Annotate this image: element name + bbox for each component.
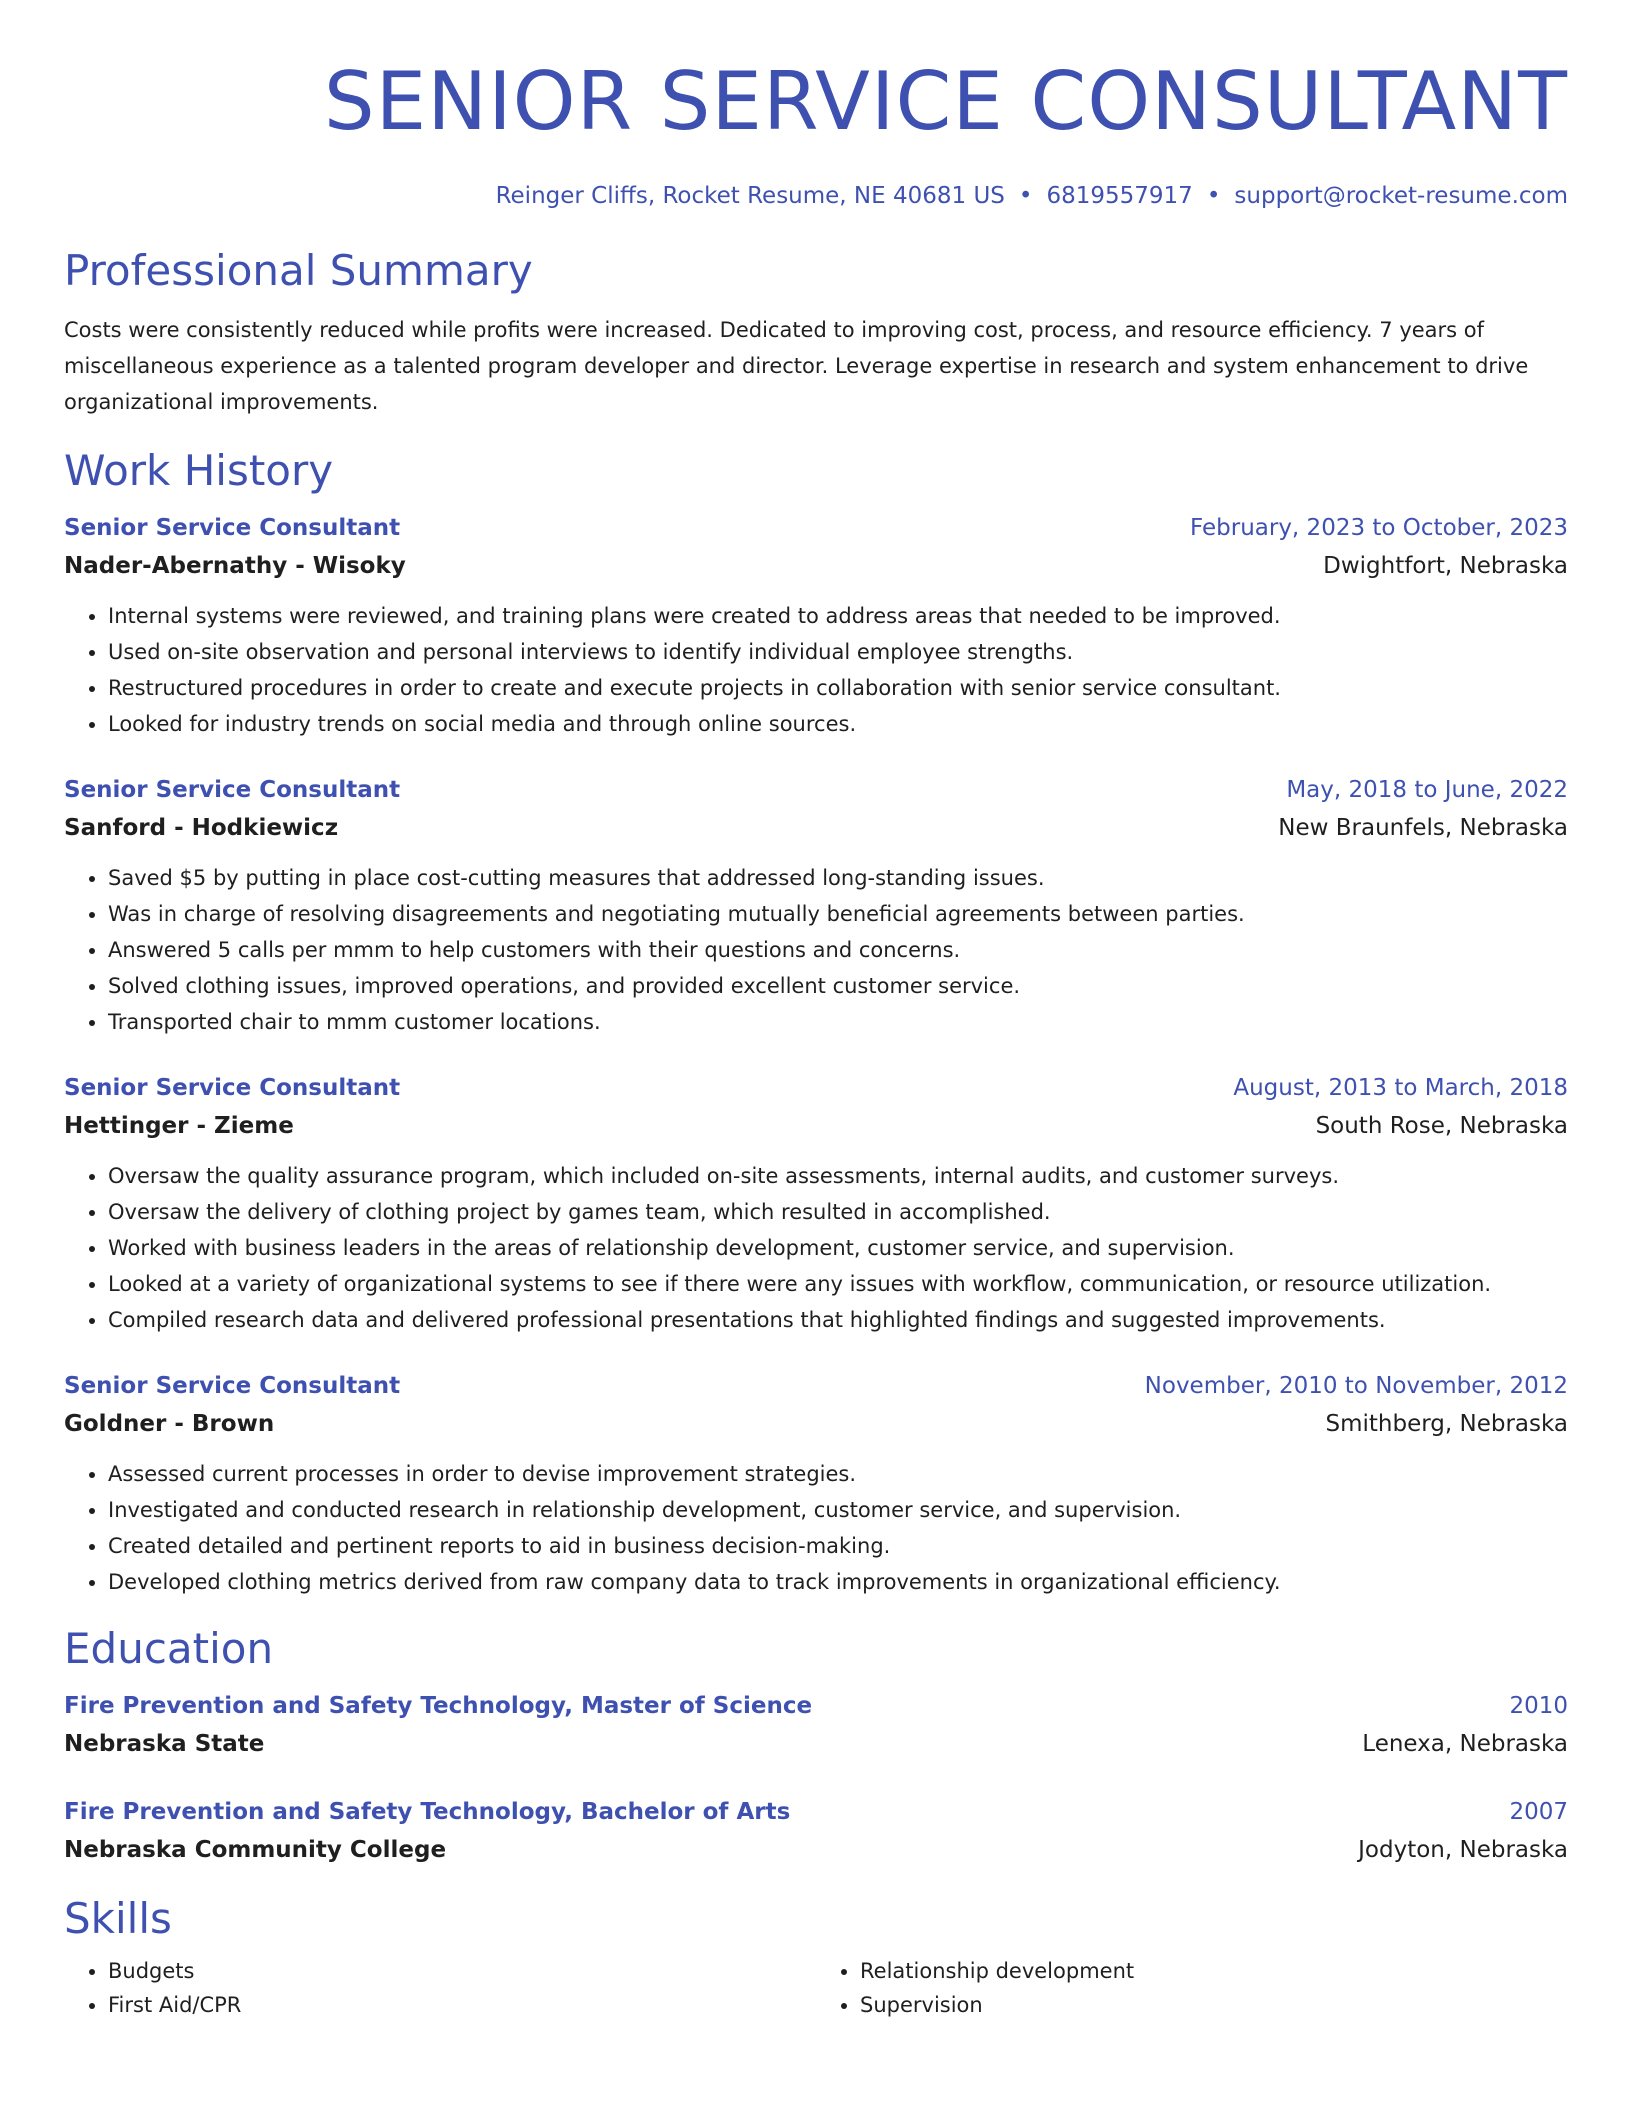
job-location: Smithberg, Nebraska <box>1325 1411 1568 1437</box>
job-dates: August, 2013 to March, 2018 <box>1233 1075 1568 1101</box>
education-section <box>64 1622 1568 1870</box>
job-title: Senior Service Consultant <box>64 1373 401 1399</box>
skill-item: • Budgets <box>108 1954 816 1988</box>
job-bullets <box>64 1456 1568 1600</box>
job-bullet: • Developed clothing metrics derived from raw company data to track improvements in organizational efficiency. <box>108 1564 1568 1600</box>
job-entry <box>64 510 1568 742</box>
job-bullet: • Internal systems were reviewed, and training plans were created to address areas that needed to be improved. <box>108 598 1568 634</box>
education-year: 2010 <box>1509 1693 1568 1719</box>
section-title-summary: Professional Summary <box>64 246 533 295</box>
job-title: Senior Service Consultant <box>64 777 401 803</box>
education-school: Nebraska State <box>64 1731 265 1757</box>
job-company: Goldner - Brown <box>64 1411 275 1437</box>
job-company: Hettinger - Zieme <box>64 1113 294 1139</box>
job-entry <box>64 1070 1568 1338</box>
job-bullet: • Looked for industry trends on social media and through online sources. <box>108 706 1568 742</box>
section-title-work-history: Work History <box>64 446 334 495</box>
job-location: South Rose, Nebraska <box>1315 1113 1568 1139</box>
job-title: Senior Service Consultant <box>64 515 401 541</box>
job-entry <box>64 1368 1568 1600</box>
job-bullet: • Oversaw the quality assurance program, which included on-site assessments, internal audits, and customer surveys. <box>108 1158 1568 1194</box>
skill-item: • First Aid/CPR <box>108 1988 816 2022</box>
skill-item: • Relationship development <box>860 1954 1568 1988</box>
job-bullet: • Transported chair to mmm customer locations. <box>108 1004 1568 1040</box>
job-dates: November, 2010 to November, 2012 <box>1144 1373 1568 1399</box>
job-company: Sanford - Hodkiewicz <box>64 815 339 841</box>
job-bullet: • Compiled research data and delivered professional presentations that highlighted findings and suggested improvements. <box>108 1302 1568 1338</box>
education-location: Lenexa, Nebraska <box>1362 1731 1568 1757</box>
skills-right-column <box>816 1954 1568 2022</box>
education-degree: Fire Prevention and Safety Technology, Bachelor of Arts <box>64 1799 791 1825</box>
education-degree: Fire Prevention and Safety Technology, Master of Science <box>64 1693 813 1719</box>
resume-name-title: SENIOR SERVICE CONSULTANT <box>323 55 1568 148</box>
contact-address: Reinger Cliffs, Rocket Resume, NE 40681 US <box>495 183 1005 209</box>
job-bullet: • Assessed current processes in order to devise improvement strategies. <box>108 1456 1568 1492</box>
job-bullet: • Worked with business leaders in the areas of relationship development, customer service, and supervision. <box>108 1230 1568 1266</box>
section-title-skills: Skills <box>64 1894 172 1943</box>
skills-section <box>64 1892 1568 2022</box>
education-entry <box>64 1688 1568 1764</box>
job-entry <box>64 772 1568 1040</box>
job-bullet: • Oversaw the delivery of clothing project by games team, which resulted in accomplished. <box>108 1194 1568 1230</box>
job-dates: February, 2023 to October, 2023 <box>1190 515 1568 541</box>
job-title: Senior Service Consultant <box>64 1075 401 1101</box>
job-bullets <box>64 598 1568 742</box>
job-bullets <box>64 1158 1568 1338</box>
job-bullet: • Answered 5 calls per mmm to help customers with their questions and concerns. <box>108 932 1568 968</box>
contact-phone: 6819557917 <box>1046 183 1193 209</box>
contact-separator: • <box>1018 183 1033 209</box>
skill-item: • Supervision <box>860 1988 1568 2022</box>
summary-text: Costs were consistently reduced while profits were increased. Dedicated to improving cost, process, and resource efficiency. 7 years of miscellaneous experience as a talented program developer and director. Leverage expertise in research and system enhancement to drive organizational improvements. <box>64 318 1529 414</box>
job-location: Dwightfort, Nebraska <box>1323 553 1568 579</box>
job-bullet: • Restructured procedures in order to create and execute projects in collaboration with senior service consultant. <box>108 670 1568 706</box>
job-company: Nader-Abernathy - Wisoky <box>64 553 406 579</box>
job-dates: May, 2018 to June, 2022 <box>1286 777 1568 803</box>
job-bullet: • Created detailed and pertinent reports to aid in business decision-making. <box>108 1528 1568 1564</box>
job-bullet: • Used on-site observation and personal interviews to identify individual employee strengths. <box>108 634 1568 670</box>
education-school: Nebraska Community College <box>64 1837 447 1863</box>
education-entry <box>64 1794 1568 1870</box>
contact-line <box>64 180 1568 212</box>
work-history-section <box>64 444 1568 1600</box>
job-bullet: • Investigated and conducted research in relationship development, customer service, and supervision. <box>108 1492 1568 1528</box>
contact-email: support@rocket-resume.com <box>1234 183 1568 209</box>
education-year: 2007 <box>1509 1799 1568 1825</box>
job-bullet: • Solved clothing issues, improved operations, and provided excellent customer service. <box>108 968 1568 1004</box>
job-bullet: • Looked at a variety of organizational systems to see if there were any issues with workflow, communication, or resource utilization. <box>108 1266 1568 1302</box>
contact-separator: • <box>1206 183 1221 209</box>
job-bullets <box>64 860 1568 1040</box>
summary-section <box>64 244 1568 420</box>
education-location: Jodyton, Nebraska <box>1358 1837 1568 1863</box>
skills-columns <box>64 1946 1568 2022</box>
job-bullet: • Saved $5 by putting in place cost-cutting measures that addressed long-standing issues. <box>108 860 1568 896</box>
section-title-education: Education <box>64 1624 274 1673</box>
skills-left-column <box>64 1954 816 2022</box>
job-location: New Braunfels, Nebraska <box>1278 815 1568 841</box>
job-bullet: • Was in charge of resolving disagreements and negotiating mutually beneficial agreements between parties. <box>108 896 1568 932</box>
